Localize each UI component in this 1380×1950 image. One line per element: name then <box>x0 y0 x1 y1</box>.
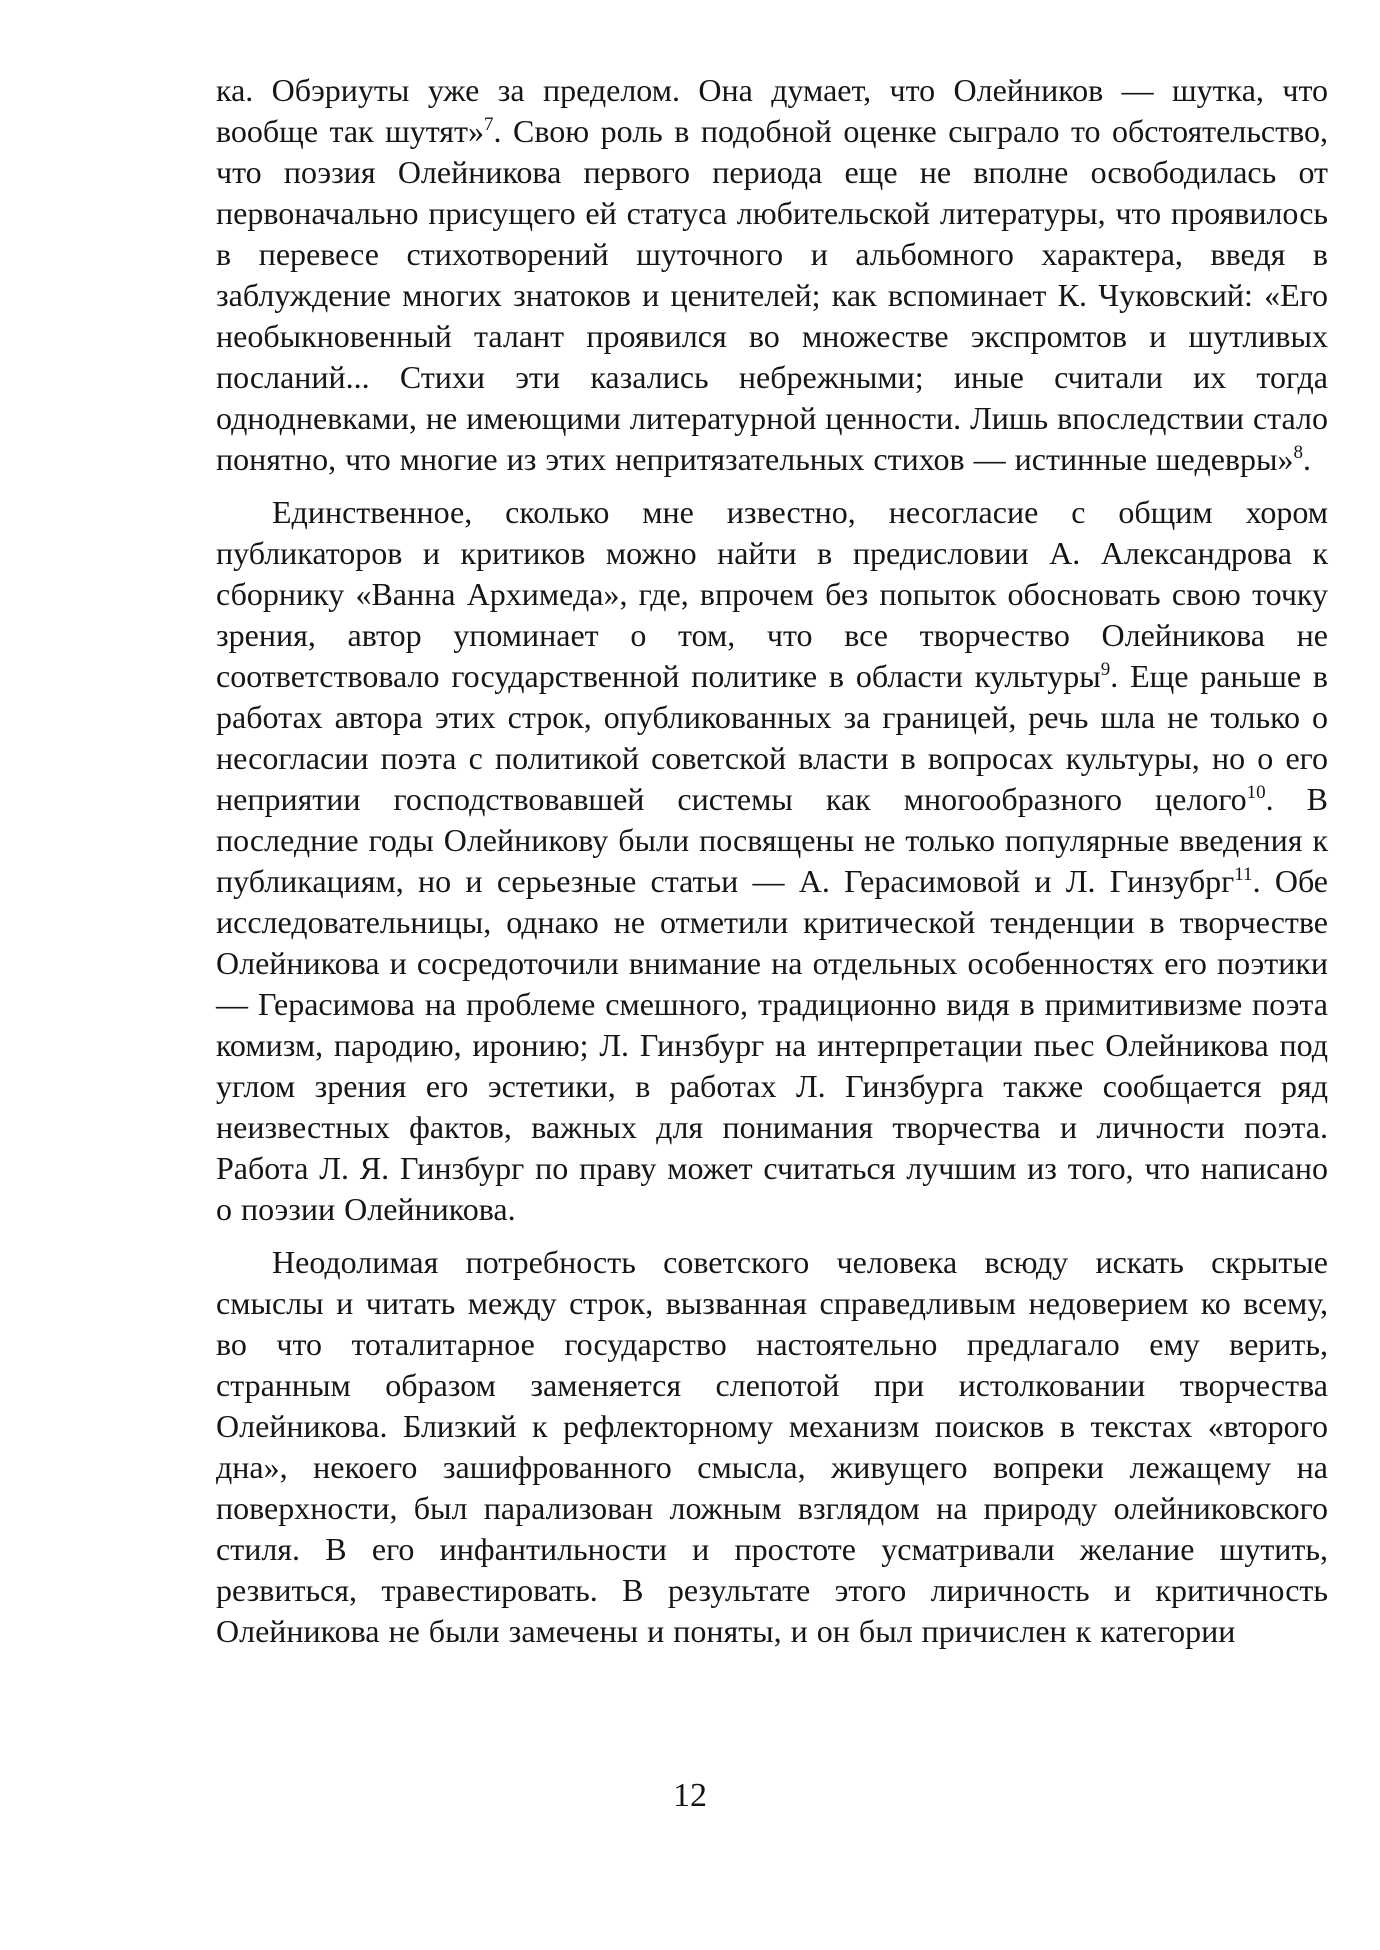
text-run: . Обе исследовательницы, однако не отметили критической тенденции в творчестве Олейникова и сосредоточили внимание на отдельных особенностях его поэтики — Герасимова на проблеме смешного, традиционно видя в примитивизме поэта комизм, пародию, иронию; Л. Гинзбург на интерпретации пьес Олейникова под углом зрения его эстетики, в работах Л. Гинзбурга также сообщается ряд неизвестных фактов, важных для понимания творчества и личности поэта. Работа Л. Я. Гинзбург по праву может считаться лучшим из того, что написано о поэзии Олейникова. <box>216 863 1328 1227</box>
paragraph <box>216 1242 1328 1652</box>
footnote-ref: 11 <box>1234 864 1253 885</box>
page-number: 12 <box>673 1777 707 1814</box>
footnote-ref: 8 <box>1293 442 1304 463</box>
text-run: . <box>1303 441 1312 477</box>
paragraph <box>216 70 1328 480</box>
footnote-ref: 9 <box>1100 659 1111 680</box>
text-run: Неодолимая потребность советского человека всюду искать скрытые смыслы и читать между строк, вызванная справедливым недоверием ко всему, во что тоталитарное государство настоятельно предлагало ему верить, странным образом заменяется слепотой при истолковании творчества Олейникова. Близкий к рефлекторному механизм поисков в текстах «второго дна», некоего зашифрованного смысла, живущего вопреки лежащему на поверхности, был парализован ложным взглядом на природу олейниковского стиля. В его инфантильности и простоте усматривали желание шутить, резвиться, травестировать. В результате этого лиричность и критичность Олейникова не были замечены и поняты, и он был причислен к категории <box>216 1244 1328 1649</box>
text-run: ка. Обэриуты уже за пределом. Она думает, что Олейников — шутка, что вообще так шутят» <box>216 72 1328 149</box>
page-text <box>216 70 1328 1652</box>
text-run: Единственное, сколько мне известно, несогласие с общим хором публикаторов и критиков можно найти в предисловии А. Александрова к сборнику «Ванна Архимеда», где, впрочем без попыток обосновать свою точку зрения, автор упоминает о том, что все творчество Олейникова не соответствовало государственной политике в области культуры <box>216 494 1328 694</box>
footnote-ref: 10 <box>1246 782 1266 803</box>
paragraph <box>216 492 1328 1230</box>
text-run: . Еще раньше в работах автора этих строк, опубликованных за границей, речь шла не только о несогласии поэта с политикой советской власти в вопросах культуры, но о его неприятии господствовавшей системы как многообразного целого <box>216 658 1329 817</box>
footnote-ref: 7 <box>484 114 494 135</box>
text-run: . Свою роль в подобной оценке сыграло то обстоятельство, что поэзия Олейникова первого периода еще не вполне освободилась от первоначально присущего ей статуса любительской литературы, что проявилось в перевесе стихотворений шуточного и альбомного характера, введя в заблуждение многих знатоков и ценителей; как вспоминает К. Чуковский: «Его необыкновенный талант проявился во множестве экспромтов и шутливых посланий... Стихи эти казались небрежными; иные считали их тогда однодневками, не имеющими литературной ценности. Лишь впоследствии стало понятно, что многие из этих непритязательных стихов — истинные шедевры» <box>216 113 1329 477</box>
text-run: . В последние годы Олейникову были посвящены не только популярные введения к публикациям, но и серьезные статьи — А. Герасимовой и Л. Гинзубрг <box>216 781 1329 899</box>
